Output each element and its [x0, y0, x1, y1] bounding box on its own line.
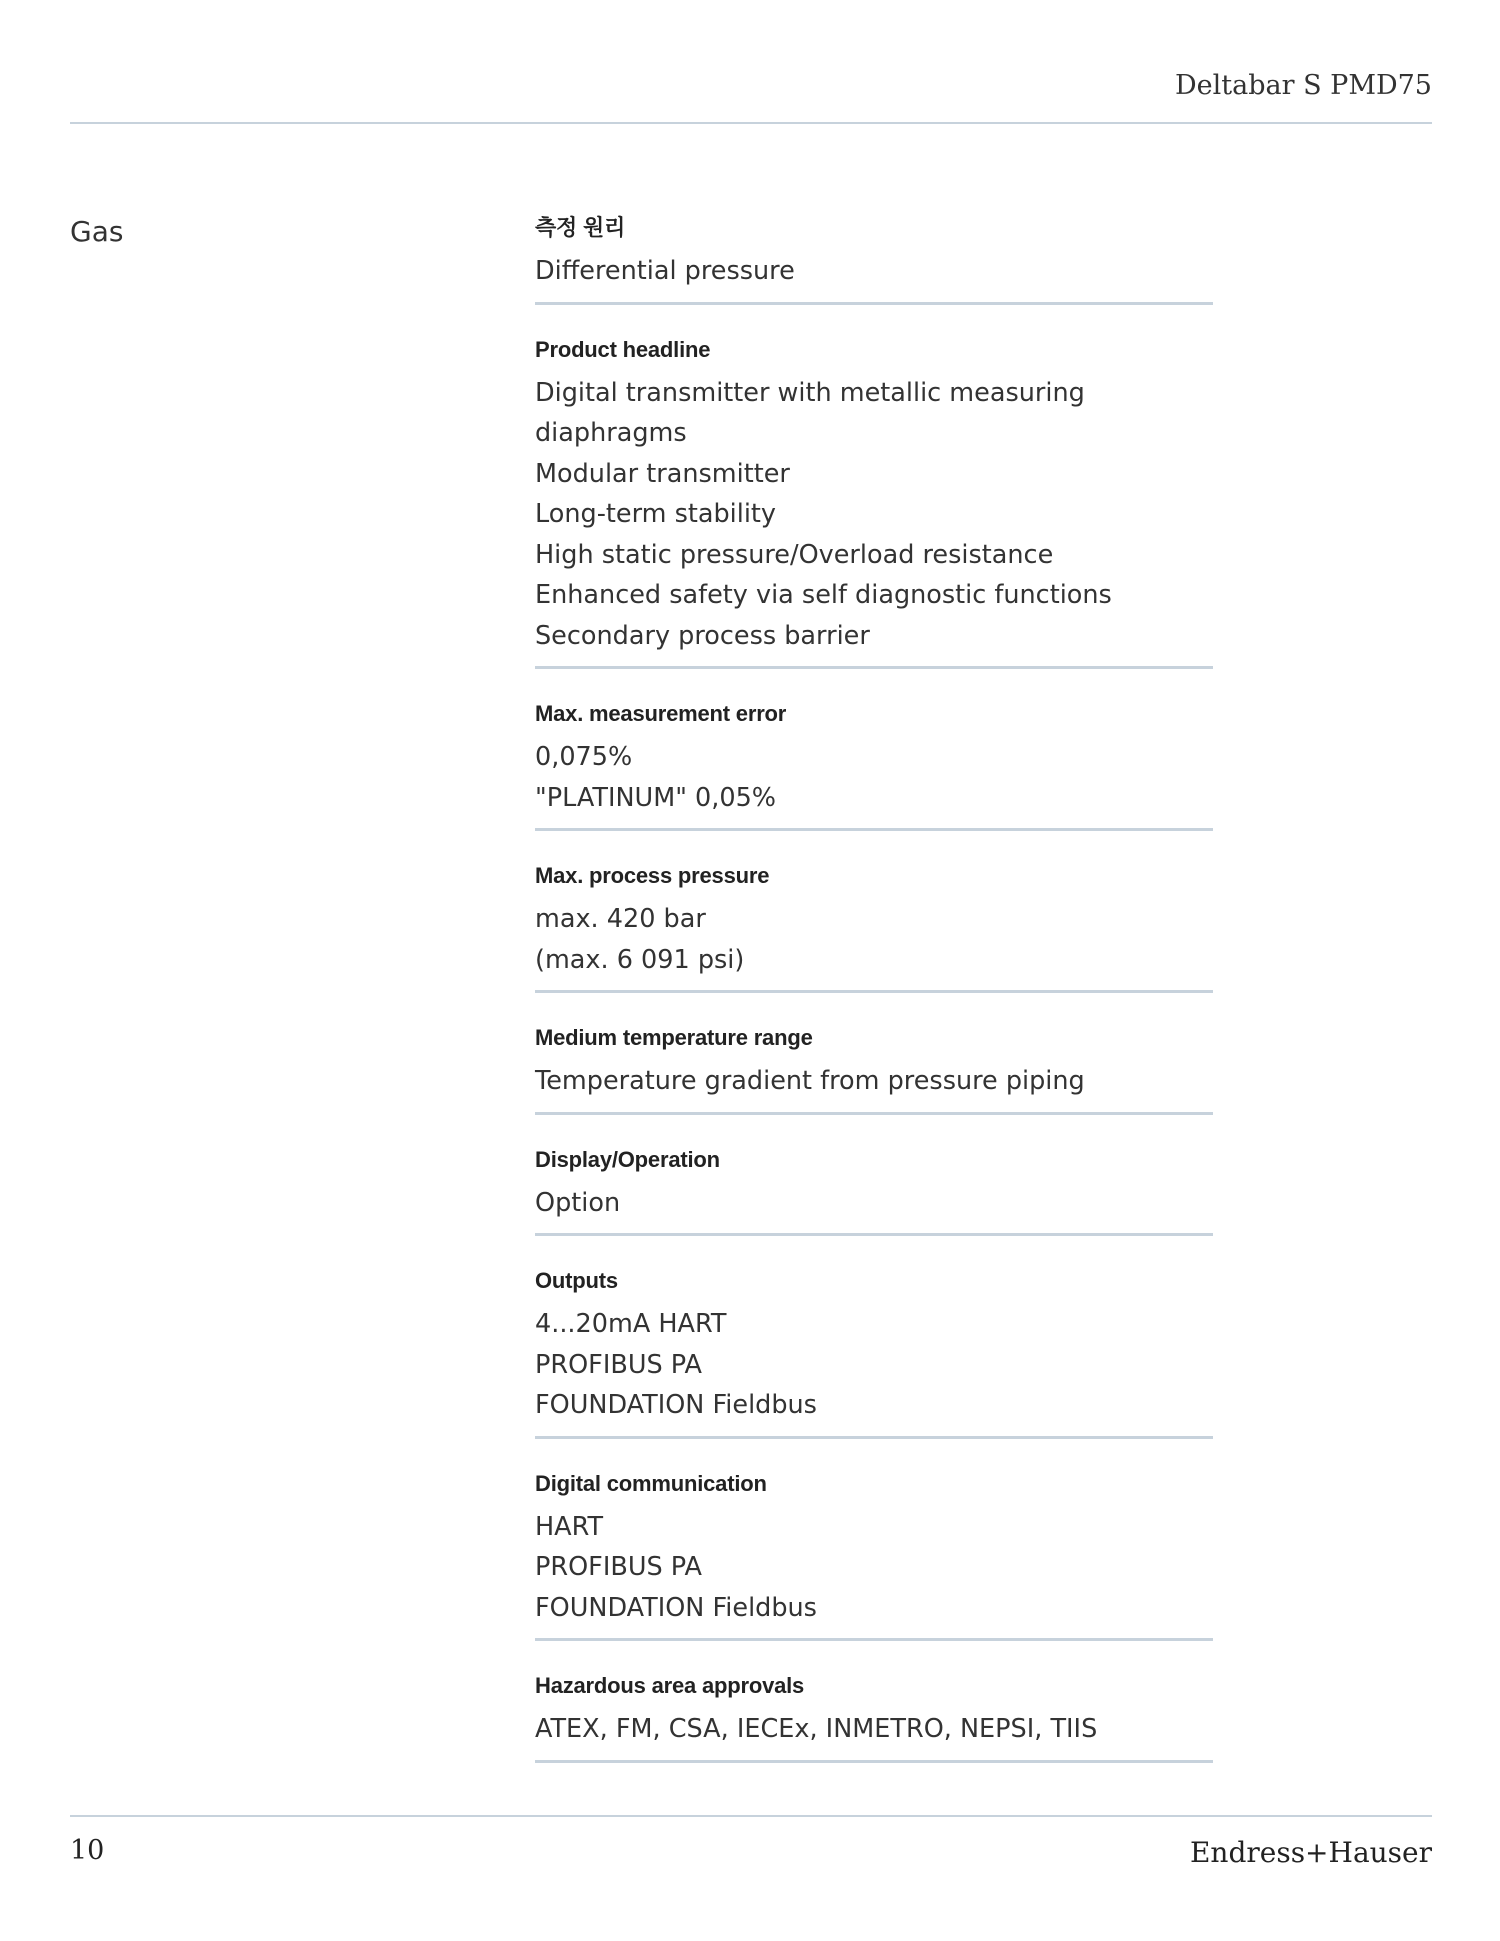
document-title: Deltabar S PMD75: [1175, 70, 1432, 101]
spec-label: Display/Operation: [535, 1146, 720, 1172]
spec-medium-temperature-range: [535, 1023, 1213, 1115]
spec-value: PROFIBUS PA: [535, 1552, 702, 1582]
spec-hazardous-area-approvals: [535, 1671, 1213, 1763]
spec-outputs: [535, 1266, 1213, 1439]
spec-value: ATEX, FM, CSA, IECEx, INMETRO, NEPSI, TIIS: [535, 1714, 1098, 1744]
spec-value: High static pressure/Overload resistance: [535, 539, 1054, 570]
spec-label: Max. process pressure: [535, 863, 770, 888]
spec-value: "PLATINUM" 0,05%: [535, 782, 777, 813]
spec-value: Modular transmitter: [535, 458, 790, 489]
spec-label: Outputs: [535, 1268, 618, 1293]
spec-value: Digital transmitter with metallic measuring: [535, 377, 1085, 408]
spec-display-operation: [535, 1145, 1213, 1237]
spec-value: PROFIBUS PA: [535, 1349, 702, 1380]
spec-label: Product headline: [535, 336, 711, 362]
spec-value: Differential pressure: [535, 256, 795, 286]
spec-value: FOUNDATION Fieldbus: [535, 1592, 817, 1623]
spec-value: Temperature gradient from pressure piping: [535, 1066, 1085, 1096]
spec-value: diaphragms: [535, 418, 687, 448]
spec-value: Option: [535, 1187, 621, 1218]
brand-name: Endress+Hauser: [1189, 1836, 1432, 1869]
spec-label: Medium temperature range: [535, 1025, 813, 1050]
footer-divider: [70, 1815, 1432, 1817]
spec-value: max. 420 bar: [535, 904, 706, 934]
spec-product-headline: [535, 335, 1213, 670]
spec-measuring-principle: [535, 213, 1213, 305]
spec-list: [535, 213, 1213, 1793]
header-divider: [70, 122, 1432, 124]
spec-max-measurement-error: [535, 699, 1213, 831]
spec-label: Digital communication: [535, 1470, 767, 1496]
spec-value: Secondary process barrier: [535, 620, 870, 651]
spec-label: Max. measurement error: [535, 701, 787, 726]
page-number: 10: [70, 1835, 105, 1866]
spec-label: 측정 원리: [535, 215, 626, 240]
spec-label: Hazardous area approvals: [535, 1673, 805, 1698]
spec-value: (max. 6 091 psi): [535, 944, 745, 975]
spec-value: FOUNDATION Fieldbus: [535, 1390, 817, 1420]
spec-value: Enhanced safety via self diagnostic functions: [535, 580, 1112, 610]
spec-value: 0,075%: [535, 742, 633, 772]
section-label: Gas: [70, 215, 124, 248]
spec-value: Long-term stability: [535, 499, 777, 529]
spec-value: 4...20mA HART: [535, 1309, 727, 1339]
spec-value: HART: [535, 1511, 604, 1542]
spec-max-process-pressure: [535, 861, 1213, 993]
spec-digital-communication: [535, 1469, 1213, 1642]
